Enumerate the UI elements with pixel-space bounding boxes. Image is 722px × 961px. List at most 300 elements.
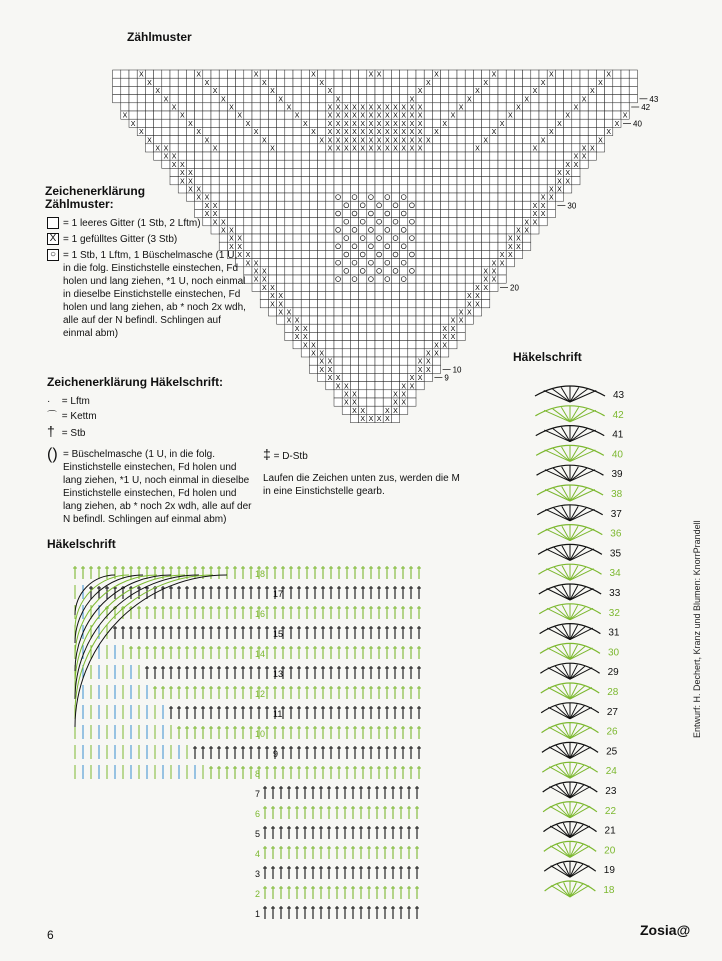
grid-cell	[334, 398, 342, 406]
grid-cell	[555, 152, 563, 160]
grid-cell	[268, 242, 276, 250]
grid-cell	[219, 152, 227, 160]
grid-cell	[383, 160, 391, 168]
filled-cell-mark: X	[409, 375, 415, 383]
grid-cell	[482, 234, 490, 242]
filled-cell-mark: X	[557, 178, 562, 186]
grid-cell	[268, 185, 276, 193]
grid-cell	[596, 95, 604, 103]
grid-cell	[441, 95, 449, 103]
grid-cell	[350, 177, 358, 185]
filled-cell-mark: X	[557, 186, 562, 194]
grid-cell	[293, 226, 301, 234]
grid-cell	[465, 209, 473, 217]
grid-cell	[285, 242, 293, 250]
grid-cell	[293, 209, 301, 217]
grid-cell	[170, 177, 178, 185]
grid-cell	[383, 78, 391, 86]
filled-cell-mark: X	[589, 145, 595, 153]
grid-cell	[506, 103, 514, 111]
filled-cell-mark: X	[204, 137, 210, 145]
grid-cell	[129, 78, 137, 86]
grid-cell	[555, 127, 563, 135]
grid-cell	[318, 119, 326, 127]
grid-cell	[342, 341, 350, 349]
grid-cell	[465, 177, 473, 185]
grid-cell	[465, 111, 473, 119]
grid-cell	[391, 414, 399, 422]
filled-cell-mark: X	[229, 104, 234, 112]
grid-cell	[523, 78, 531, 86]
grid-cell	[490, 209, 498, 217]
grid-cell	[408, 218, 416, 226]
grid-cell	[154, 152, 162, 160]
grid-cell	[334, 390, 342, 398]
left-crochet-chart	[55, 555, 445, 925]
grid-cell	[432, 234, 440, 242]
grid-cell	[498, 86, 506, 94]
grid-cell	[350, 283, 358, 291]
grid-cell	[285, 152, 293, 160]
grid-cell	[416, 341, 424, 349]
grid-cell	[416, 95, 424, 103]
grid-cell	[277, 209, 285, 217]
grid-cell	[326, 316, 334, 324]
grid-cell	[482, 193, 490, 201]
grid-cell	[523, 152, 531, 160]
filled-cell-mark: X	[368, 129, 374, 137]
filled-cell-mark: X	[212, 211, 218, 219]
grid-cell	[367, 86, 375, 94]
filled-cell-mark: X	[417, 112, 423, 120]
grid-cell	[490, 283, 498, 291]
grid-cell	[268, 127, 276, 135]
filled-cell-mark: X	[212, 219, 218, 227]
grid-cell	[326, 226, 334, 234]
filled-cell-mark: X	[475, 88, 480, 96]
grid-cell	[482, 250, 490, 258]
grid-cell	[408, 283, 416, 291]
filled-cell-mark: X	[540, 137, 546, 145]
grid-cell	[498, 136, 506, 144]
grid-cell	[350, 168, 358, 176]
grid-cell	[424, 193, 432, 201]
right-row-label: 37	[610, 508, 622, 520]
filled-cell-mark: X	[557, 170, 562, 178]
grid-cell	[424, 95, 432, 103]
grid-cell	[334, 185, 342, 193]
grid-cell	[359, 226, 367, 234]
grid-cell	[350, 193, 358, 201]
filled-cell-mark: X	[393, 145, 398, 153]
count-legend	[47, 217, 247, 340]
grid-cell	[613, 86, 621, 94]
legend-dstb: ‡ = D-Stb	[263, 446, 308, 462]
grid-cell	[285, 168, 293, 176]
grid-cell	[424, 111, 432, 119]
grid-cell	[326, 291, 334, 299]
grid-cell	[350, 291, 358, 299]
grid-cell	[252, 218, 260, 226]
grid-cell	[211, 160, 219, 168]
grid-cell	[375, 95, 383, 103]
grid-cell	[400, 341, 408, 349]
grid-cell	[277, 136, 285, 144]
grid-cell	[334, 234, 342, 242]
grid-cell	[170, 86, 178, 94]
grid-cell	[154, 111, 162, 119]
grid-cell	[457, 234, 465, 242]
filled-cell-mark: X	[171, 161, 177, 169]
grid-cell	[342, 160, 350, 168]
filled-cell-mark: X	[384, 104, 390, 112]
grid-cell	[145, 70, 153, 78]
filled-cell-mark: X	[294, 317, 300, 325]
grid-cell	[473, 193, 481, 201]
legend-empty-grid	[47, 217, 247, 230]
grid-cell	[145, 95, 153, 103]
grid-cell	[498, 226, 506, 234]
grid-cell	[318, 103, 326, 111]
filled-cell-mark: X	[499, 252, 505, 260]
grid-cell	[465, 275, 473, 283]
grid-cell	[383, 357, 391, 365]
filled-cell-mark: X	[466, 293, 472, 301]
grid-cell	[137, 103, 145, 111]
filled-cell-mark: X	[220, 96, 226, 104]
filled-cell-mark: X	[302, 334, 308, 342]
grid-cell	[219, 136, 227, 144]
grid-cell	[449, 70, 457, 78]
grid-cell	[342, 300, 350, 308]
grid-cell	[359, 242, 367, 250]
grid-cell	[424, 308, 432, 316]
grid-cell	[605, 95, 613, 103]
grid-cell	[506, 226, 514, 234]
filled-cell-mark: X	[311, 129, 316, 137]
filled-cell-mark: X	[311, 350, 316, 358]
grid-cell	[318, 316, 326, 324]
grid-cell	[473, 160, 481, 168]
grid-cell	[309, 316, 317, 324]
grid-cell	[383, 152, 391, 160]
grid-cell	[449, 341, 457, 349]
grid-cell	[236, 86, 244, 94]
filled-cell-mark: X	[491, 276, 497, 284]
grid-cell	[268, 152, 276, 160]
grid-cell	[236, 152, 244, 160]
grid-cell	[285, 127, 293, 135]
grid-cell	[441, 177, 449, 185]
filled-cell-mark: X	[598, 137, 603, 145]
filled-cell-mark: X	[409, 96, 415, 104]
grid-cell	[318, 127, 326, 135]
grid-cell	[408, 324, 416, 332]
grid-cell	[441, 127, 449, 135]
grid-cell	[252, 177, 260, 185]
filled-cell-mark: X	[343, 104, 349, 112]
grid-cell	[465, 267, 473, 275]
grid-cell	[236, 95, 244, 103]
grid-cell	[391, 160, 399, 168]
grid-cell	[244, 193, 252, 201]
grid-cell	[203, 111, 211, 119]
grid-cell	[432, 365, 440, 373]
grid-cell	[408, 332, 416, 340]
grid-cell	[195, 86, 203, 94]
grid-cell	[572, 136, 580, 144]
grid-cell	[449, 152, 457, 160]
grid-cell	[408, 242, 416, 250]
grid-cell	[318, 300, 326, 308]
grid-cell	[145, 103, 153, 111]
grid-cell	[424, 267, 432, 275]
grid-cell	[334, 275, 342, 283]
grid-cell	[359, 308, 367, 316]
filled-cell-mark: X	[294, 112, 300, 120]
grid-cell	[457, 168, 465, 176]
grid-cell	[211, 168, 219, 176]
grid-cell	[326, 193, 334, 201]
grid-cell	[432, 357, 440, 365]
grid-cell	[252, 152, 260, 160]
legend-cluster	[47, 448, 252, 526]
grid-cell	[359, 349, 367, 357]
grid-cell	[318, 341, 326, 349]
filled-cell-mark: X	[376, 145, 382, 153]
grid-cell	[457, 119, 465, 127]
grid-cell	[367, 365, 375, 373]
grid-cell	[621, 78, 629, 86]
grid-cell	[309, 308, 317, 316]
grid-cell	[482, 201, 490, 209]
grid-cell	[416, 185, 424, 193]
grid-cell	[342, 168, 350, 176]
grid-cell	[391, 218, 399, 226]
filled-cell-mark: X	[450, 112, 456, 120]
filled-cell-mark: X	[327, 375, 333, 383]
grid-cell	[203, 103, 211, 111]
grid-cell	[293, 250, 301, 258]
grid-cell	[334, 349, 342, 357]
grid-cell	[318, 267, 326, 275]
grid-cell	[178, 78, 186, 86]
grid-cell	[301, 70, 309, 78]
grid-cell	[342, 291, 350, 299]
grid-cell	[154, 95, 162, 103]
grid-cell	[162, 119, 170, 127]
grid-cell	[441, 242, 449, 250]
grid-cell	[424, 177, 432, 185]
grid-cell	[391, 283, 399, 291]
grid-cell	[531, 136, 539, 144]
left-row-label: 11	[273, 709, 283, 719]
grid-cell	[301, 349, 309, 357]
filled-cell-mark: X	[384, 112, 390, 120]
grid-cell	[129, 103, 137, 111]
grid-cell	[145, 144, 153, 152]
grid-cell	[227, 70, 235, 78]
grid-cell	[309, 152, 317, 160]
grid-cell	[375, 275, 383, 283]
grid-cell	[219, 127, 227, 135]
grid-cell	[457, 259, 465, 267]
grid-cell	[449, 144, 457, 152]
grid-cell	[342, 234, 350, 242]
grid-cell	[326, 218, 334, 226]
grid-cell	[531, 177, 539, 185]
grid-cell	[285, 226, 293, 234]
grid-cell	[473, 177, 481, 185]
filled-cell-mark: X	[261, 137, 267, 145]
grid-cell	[260, 209, 268, 217]
grid-cell	[326, 168, 334, 176]
grid-cell	[441, 193, 449, 201]
grid-cell	[301, 209, 309, 217]
right-crochet-chart	[500, 370, 660, 910]
right-row-label: 39	[611, 469, 623, 481]
grid-cell	[424, 152, 432, 160]
filled-cell-mark: X	[376, 112, 382, 120]
filled-cell-mark: X	[458, 104, 464, 112]
grid-cell	[465, 119, 473, 127]
grid-cell	[367, 398, 375, 406]
grid-cell	[457, 144, 465, 152]
grid-cell	[424, 127, 432, 135]
grid-cell	[514, 111, 522, 119]
filled-cell-mark: X	[270, 284, 275, 292]
grid-cell	[277, 111, 285, 119]
filled-cell-mark: X	[212, 88, 218, 96]
grid-cell	[449, 300, 457, 308]
filled-cell-mark: X	[311, 71, 316, 79]
grid-cell	[309, 86, 317, 94]
grid-cell	[219, 168, 227, 176]
filled-cell-mark: X	[532, 202, 538, 210]
grid-cell	[457, 242, 465, 250]
filled-cell-mark: X	[188, 186, 193, 194]
grid-cell	[186, 144, 194, 152]
grid-cell	[285, 185, 293, 193]
grid-cell	[227, 160, 235, 168]
empty-grid-symbol	[47, 217, 59, 229]
grid-cell	[416, 250, 424, 258]
filled-cell-mark: X	[360, 129, 366, 137]
filled-cell-mark: X	[368, 137, 374, 145]
filled-cell-mark: X	[163, 145, 169, 153]
grid-cell	[252, 283, 260, 291]
grid-cell	[391, 193, 399, 201]
grid-cell	[359, 316, 367, 324]
grid-cell	[162, 111, 170, 119]
filled-cell-mark: X	[327, 129, 333, 137]
grid-cell	[334, 152, 342, 160]
grid-cell	[178, 144, 186, 152]
grid-cell	[449, 95, 457, 103]
grid-cell	[375, 160, 383, 168]
grid-cell	[400, 242, 408, 250]
grid-cell	[482, 144, 490, 152]
grid-cell	[375, 201, 383, 209]
grid-cell	[432, 119, 440, 127]
grid-cell	[293, 201, 301, 209]
grid-cell	[318, 250, 326, 258]
crochet-title-right: Häkelschrift	[513, 350, 582, 364]
grid-cell	[555, 193, 563, 201]
filled-cell-mark: X	[417, 129, 423, 137]
grid-cell	[424, 332, 432, 340]
grid-cell	[432, 275, 440, 283]
filled-cell-mark: X	[376, 416, 382, 424]
grid-cell	[539, 86, 547, 94]
grid-cell	[588, 70, 596, 78]
filled-cell-mark: X	[409, 137, 415, 145]
filled-cell-mark: X	[343, 145, 349, 153]
grid-cell	[301, 316, 309, 324]
grid-cell	[465, 193, 473, 201]
grid-cell	[350, 316, 358, 324]
grid-cell	[186, 95, 194, 103]
grid-cell	[564, 95, 572, 103]
grid-cell	[285, 201, 293, 209]
grid-cell	[564, 185, 572, 193]
grid-cell	[432, 86, 440, 94]
grid-cell	[498, 275, 506, 283]
filled-cell-mark: X	[319, 79, 325, 87]
filled-cell-mark: X	[327, 104, 333, 112]
grid-cell	[236, 127, 244, 135]
filled-cell-mark: X	[475, 301, 480, 309]
filled-cell-mark: X	[614, 120, 620, 128]
count-row-label: 42	[641, 103, 651, 112]
grid-cell	[465, 152, 473, 160]
grid-cell	[178, 86, 186, 94]
grid-cell	[457, 291, 465, 299]
grid-cell	[195, 78, 203, 86]
grid-cell	[367, 267, 375, 275]
grid-cell	[268, 308, 276, 316]
grid-cell	[162, 103, 170, 111]
grid-cell	[318, 160, 326, 168]
grid-cell	[170, 136, 178, 144]
grid-cell	[441, 144, 449, 152]
filled-cell-mark: X	[466, 309, 472, 317]
grid-cell	[490, 185, 498, 193]
grid-cell	[359, 193, 367, 201]
grid-cell	[137, 78, 145, 86]
grid-cell	[359, 95, 367, 103]
grid-cell	[309, 365, 317, 373]
grid-cell	[416, 209, 424, 217]
grid-cell	[424, 86, 432, 94]
grid-cell	[244, 78, 252, 86]
grid-cell	[350, 218, 358, 226]
grid-cell	[473, 111, 481, 119]
grid-cell	[121, 70, 129, 78]
legend-chain: · = Lftm	[47, 396, 90, 407]
grid-cell	[293, 259, 301, 267]
grid-cell	[457, 127, 465, 135]
grid-cell	[383, 95, 391, 103]
grid-cell	[555, 86, 563, 94]
grid-cell	[547, 78, 555, 86]
grid-cell	[326, 78, 334, 86]
filled-cell-mark: X	[196, 194, 202, 202]
grid-cell	[285, 283, 293, 291]
grid-cell	[432, 185, 440, 193]
grid-cell	[629, 95, 637, 103]
grid-cell	[260, 95, 268, 103]
